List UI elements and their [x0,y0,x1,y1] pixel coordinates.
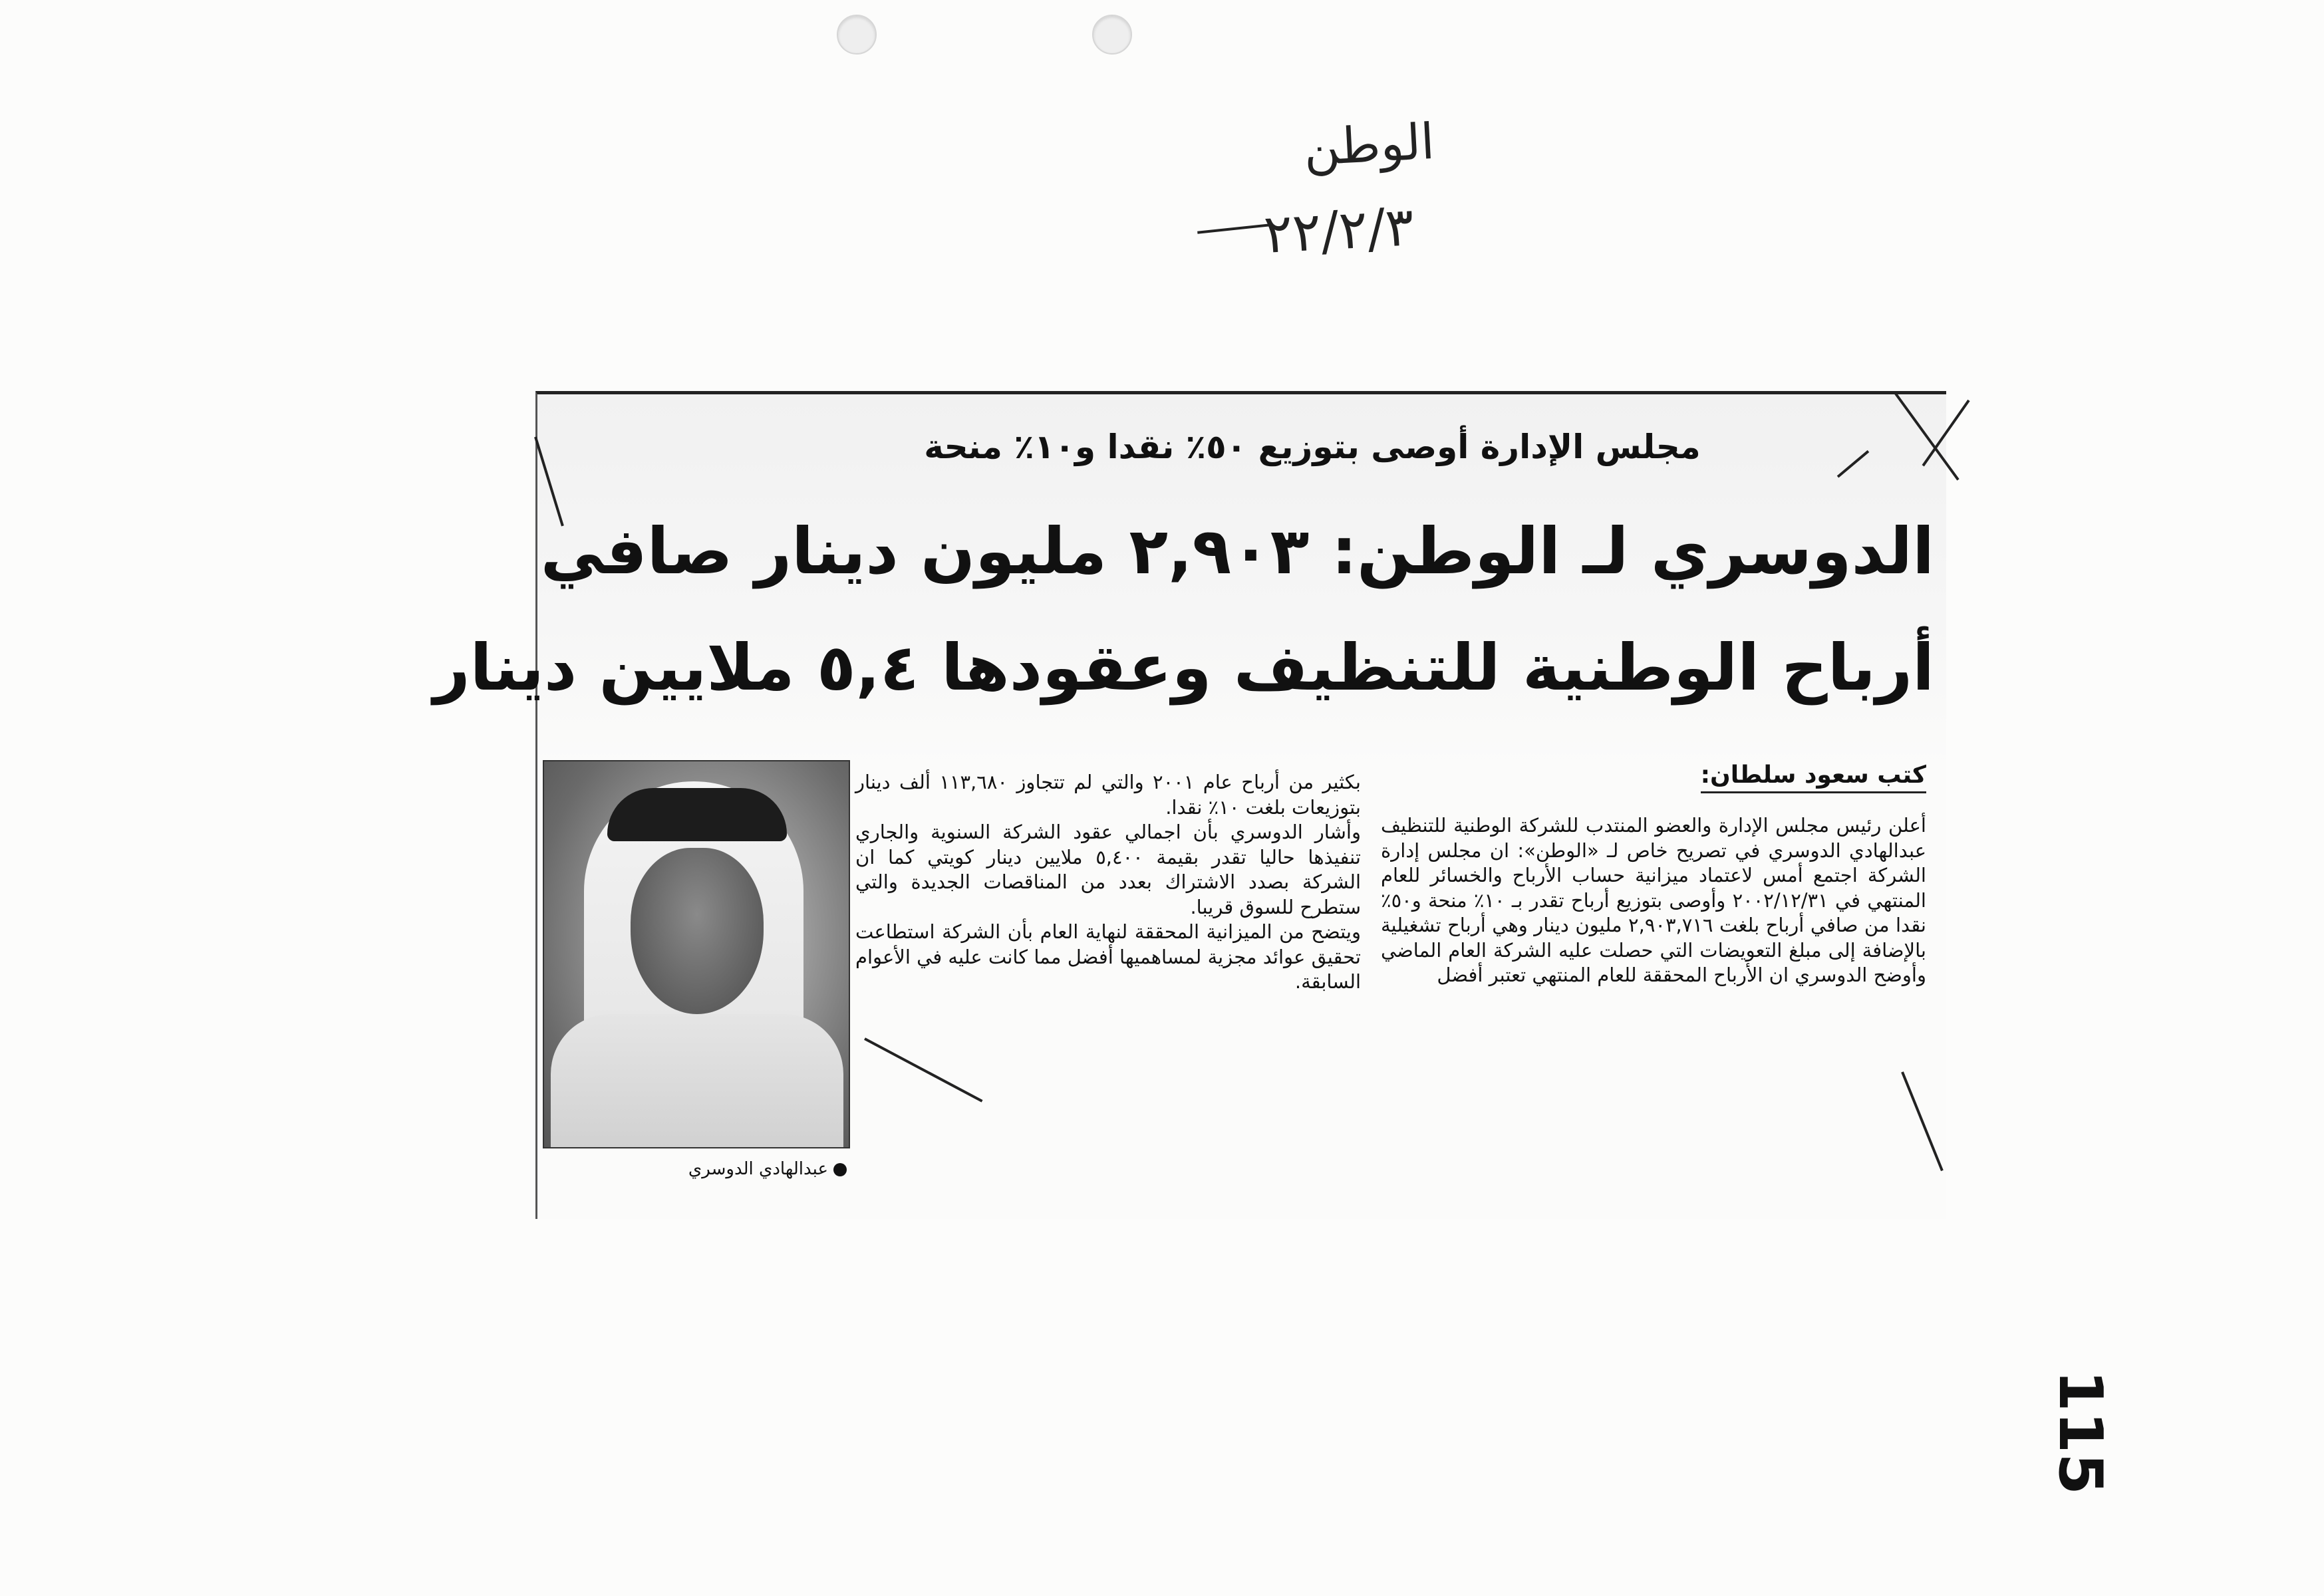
article-paragraph: بكثير من أرباح عام ٢٠٠١ والتي لم تتجاوز ١١٣,٦٨٠ ألف دينار بتوزيعات بلغت ١٠٪ نقدا. [855,771,1361,819]
main-headline-line-1: الدوسري لـ الوطن: ٢,٩٠٣ مليون دينار صافي [540,514,1934,589]
article-paragraph: أعلن رئيس مجلس الإدارة والعضو المنتدب للشركة الوطنية للتنظيف عبدالهادي الدوسري في تصريح خاص لـ «الوطن»: ان مجلس إدارة الشركة اجتمع أمس لاعتماد ميزانية حساب الأرباح والخسائر للعام المنتهي في ٢٠٠٢/١٢/٣١ وأوصى بتوزيع أرباح تقدر بـ ١٠٪ منحة و٥٠٪ نقدا من صافي أرباح بلغت ٢,٩٠٣,٧١٦ مليون دينار وهي أرباح تشغيلية بالإضافة إلى مبلغ التعويضات التي حصلت عليه الشركة العام الماضي وأوضح الدوسري ان الأرباح المحققة للعام المنتهي تعتبر أفضل [1381,814,1927,986]
article-paragraph: ويتضح من الميزانية المحققة لنهاية العام بأن الشركة استطاعت تحقيق عوائد مجزية لمساهميها أفضل مما كانت عليه في الأعوام السابقة. [855,920,1361,993]
article-paragraph: وأشار الدوسري بأن اجمالي عقود الشركة السنوية والجاري تنفيذها حاليا تقدر بقيمة ٥,٤٠٠ ملايين دينار كويتي كما ان الشركة بصدد الاشتراك بعدد من المناقصات الجديدة والتي ستطرح للسوق قريبا. [855,821,1361,918]
newspaper-clipping [433,391,1946,1219]
photo-face [631,848,764,1014]
byline: كتب سعود سلطان: [1701,761,1926,793]
photo-garment [551,1014,843,1148]
punch-hole-right [1092,15,1132,55]
punch-hole-left [837,15,877,55]
photo-caption-text: عبدالهادي الدوسري [688,1159,828,1179]
main-headline-line-2: أرباح الوطنية للتنظيف وعقودها ٥,٤ ملايين دينار [433,630,1934,705]
portrait-photo [543,760,850,1148]
caption-bullet-icon [833,1163,847,1176]
article-column-middle [855,770,1361,995]
photo-agal [607,788,787,841]
handwritten-date: ٢٢/٢/٣ [1262,196,1416,265]
page-number: 115 [2045,1370,2115,1495]
photo-caption [657,1159,847,1179]
handwritten-dash [1197,223,1270,233]
kicker-headline: مجلس الإدارة أوصى بتوزيع ٥٠٪ نقدا و١٠٪ منحة [924,428,1701,466]
article-column-right [1381,813,1926,988]
handwritten-newspaper-name: الوطن [1302,112,1436,178]
